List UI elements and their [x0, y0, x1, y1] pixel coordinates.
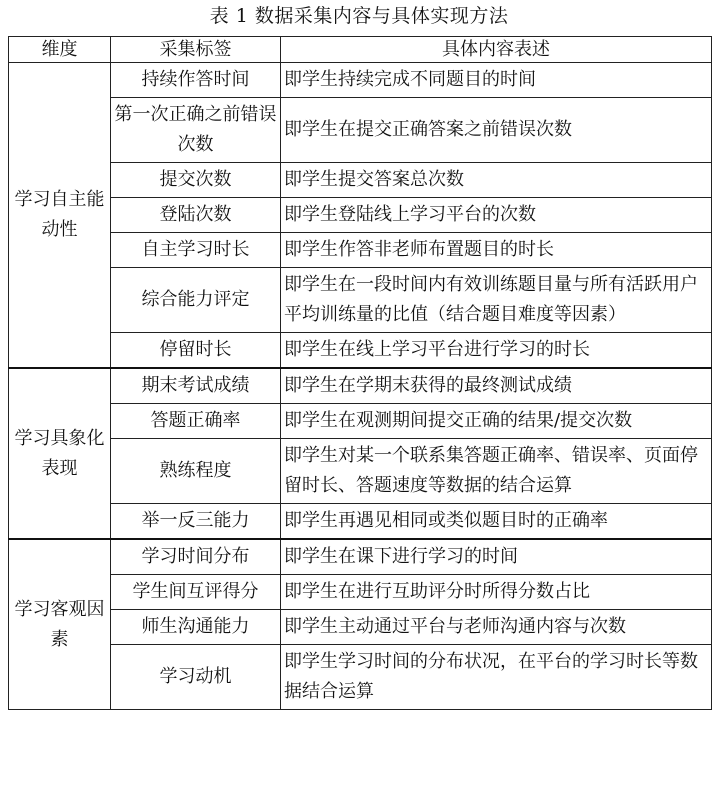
header-content: 具体内容表述 — [281, 37, 712, 63]
label-cell: 登陆次数 — [111, 198, 281, 233]
content-cell: 即学生作答非老师布置题目的时长 — [281, 233, 712, 268]
dimension-cell: 学习自主能动性 — [9, 63, 111, 369]
content-cell: 即学生在课下进行学习的时间 — [281, 539, 712, 575]
table-row — [9, 98, 712, 163]
table-row — [9, 333, 712, 369]
table-row — [9, 404, 712, 439]
content-cell: 即学生主动通过平台与老师沟通内容与次数 — [281, 610, 712, 645]
table-row — [9, 368, 712, 404]
label-cell: 学生间互评得分 — [111, 575, 281, 610]
label-cell: 第一次正确之前错误次数 — [111, 98, 281, 163]
label-cell: 持续作答时间 — [111, 63, 281, 98]
content-cell: 即学生在提交正确答案之前错误次数 — [281, 98, 712, 163]
table-row — [9, 163, 712, 198]
table-row — [9, 539, 712, 575]
label-cell: 期末考试成绩 — [111, 368, 281, 404]
label-cell: 提交次数 — [111, 163, 281, 198]
content-cell: 即学生在进行互助评分时所得分数占比 — [281, 575, 712, 610]
table-row — [9, 645, 712, 710]
content-cell: 即学生在线上学习平台进行学习的时长 — [281, 333, 712, 369]
table-row — [9, 268, 712, 333]
label-cell: 师生沟通能力 — [111, 610, 281, 645]
content-cell: 即学生对某一个联系集答题正确率、错误率、页面停留时长、答题速度等数据的结合运算 — [281, 439, 712, 504]
content-cell: 即学生在一段时间内有效训练题目量与所有活跃用户平均训练量的比值（结合题目难度等因素） — [281, 268, 712, 333]
table-row — [9, 575, 712, 610]
content-cell: 即学生在观测期间提交正确的结果/提交次数 — [281, 404, 712, 439]
label-cell: 停留时长 — [111, 333, 281, 369]
content-cell: 即学生提交答案总次数 — [281, 163, 712, 198]
label-cell: 综合能力评定 — [111, 268, 281, 333]
label-cell: 自主学习时长 — [111, 233, 281, 268]
table-row — [9, 610, 712, 645]
content-cell: 即学生再遇见相同或类似题目时的正确率 — [281, 504, 712, 540]
label-cell: 举一反三能力 — [111, 504, 281, 540]
content-cell: 即学生持续完成不同题目的时间 — [281, 63, 712, 98]
content-cell: 即学生学习时间的分布状况，在平台的学习时长等数据结合运算 — [281, 645, 712, 710]
label-cell: 答题正确率 — [111, 404, 281, 439]
table-caption: 表 1 数据采集内容与具体实现方法 — [209, 5, 509, 27]
header-row — [9, 37, 712, 63]
table-row — [9, 233, 712, 268]
header-label: 采集标签 — [111, 37, 281, 63]
table-row — [9, 198, 712, 233]
table-row — [9, 63, 712, 98]
table-row — [9, 504, 712, 540]
content-cell: 即学生登陆线上学习平台的次数 — [281, 198, 712, 233]
label-cell: 学习动机 — [111, 645, 281, 710]
table-row — [9, 439, 712, 504]
content-cell: 即学生在学期末获得的最终测试成绩 — [281, 368, 712, 404]
header-dimension: 维度 — [9, 37, 111, 63]
dimension-cell: 学习客观因素 — [9, 539, 111, 710]
data-collection-table — [8, 36, 712, 710]
label-cell: 学习时间分布 — [111, 539, 281, 575]
dimension-cell: 学习具象化表现 — [9, 368, 111, 539]
label-cell: 熟练程度 — [111, 439, 281, 504]
